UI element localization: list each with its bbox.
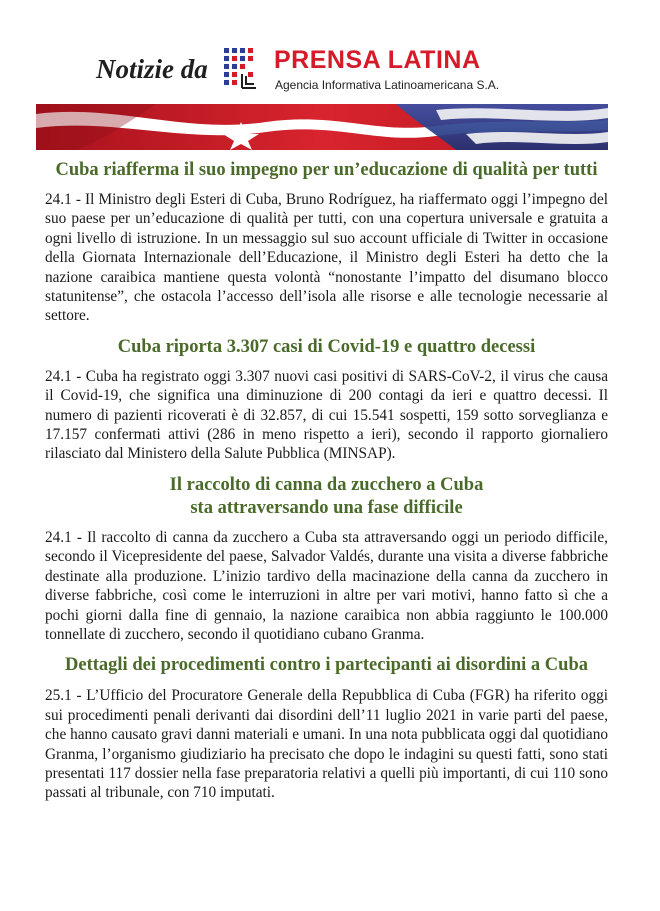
article-3-title-line2: sta attraversando una fase difficile <box>190 497 463 518</box>
brand-name: PRENSA LATINA <box>274 46 481 74</box>
article-3-title-line1: Il raccolto di canna da zucchero a Cuba <box>169 474 484 495</box>
article-2-body: 24.1 - Cuba ha registrato oggi 3.307 nuovi casi positivi di SARS-CoV-2, il virus che causa il Covid-19, che significa una diminuzione di 200 contagi da ieri e quattro decessi. Il numero di pazienti ricoverati è di 32.857, di cui 15.541 sospetti, 159 sotto sorveglianza e 17.157 confermati attivi (286 in meno rispetto a ieri), secondo il rapporto giornaliero rilasciato dal Ministero della Salute Pubblica (MINSAP). <box>45 367 608 463</box>
articles-column <box>45 158 608 803</box>
prensa-latina-logo-icon <box>222 46 262 92</box>
article-1-body: 24.1 - Il Ministro degli Esteri di Cuba, Bruno Rodríguez, ha riaffermato oggi l’impegno del suo paese per un’educazione di qualità per tutti, con una copertura universale e gratuita a ogni livello di istruzione. In un messaggio sul suo account ufficiale di Twitter in occasione della Giornata Internazionale dell’Educazione, il Ministro degli Esteri ha detto che la nazione caraibica mantiene questa volontà “nonostante l’impatto del disumano blocco statunitense”, che ostacola l’accesso dell’isola alle risorse e alle tecnologie necessarie al settore. <box>45 191 608 325</box>
article-4-body: 25.1 - L’Ufficio del Procuratore Generale della Repubblica di Cuba (FGR) ha riferito oggi sui procedimenti penali derivanti dai disordini dell’11 luglio 2021 in varie parti del paese, che hanno causato gravi danni materiali e umani. In una nota pubblicata oggi dal quotidiano Granma, l’organismo giudiziario ha precisato che dopo le indagini su questi fatti, sono stati presentati 117 dossier nella fase preparatoria relativi a quelli più importanti, di cui 110 sono passati al tribunale, con 710 imputati. <box>45 687 608 802</box>
brand-subtitle: Agencia Informativa Latinoamericana S.A. <box>275 78 500 92</box>
article-2-title: Cuba riporta 3.307 casi di Covid-19 e quattro decessi <box>117 336 536 357</box>
article-4-title: Dettagli dei procedimenti contro i partecipanti ai disordini a Cuba <box>65 655 588 676</box>
article-1-title: Cuba riafferma il suo impegno per un’educazione di qualità per tutti <box>55 160 598 180</box>
newsletter-header <box>36 40 626 104</box>
cuban-flag-banner-icon <box>36 104 608 150</box>
header-intro: Notizie da <box>96 54 208 84</box>
article-3-title <box>45 474 608 520</box>
article-3-body: 24.1 - Il raccolto di canna da zucchero a Cuba sta attraversando oggi un periodo difficile, secondo il Vicepresidente del paese, Salvador Valdés, durante una visita a diverse fabbriche destinate alla produzione. L’inizio tardivo della macinazione della canna da zucchero in diverse fabbriche, così come le interruzioni in altre per vari motivi, hanno fatto sì che a pochi giorni dalla fine di gennaio, la nazione caraibica non abbia raggiunto le 100.000 tonnellate di zucchero, secondo il quotidiano cubano Granma. <box>45 528 608 643</box>
